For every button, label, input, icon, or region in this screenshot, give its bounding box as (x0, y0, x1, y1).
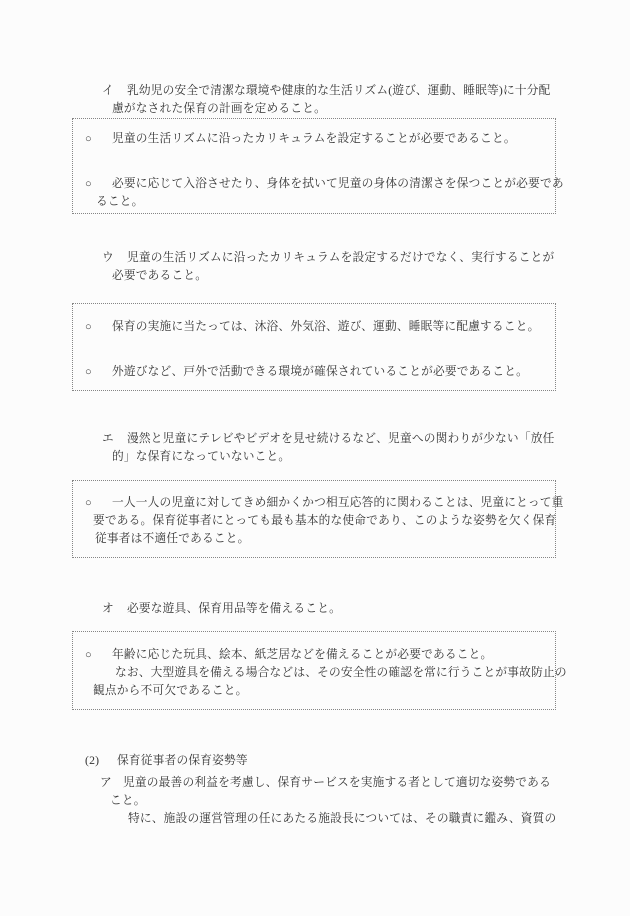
note-line: 年齢に応じた玩具、絵本、紙芝居などを備えることが必要であること。 (112, 648, 493, 661)
circle-bullet-icon: ○ (85, 133, 92, 145)
heading-e-line: 漫然と児童にテレビやビデオを見せ続けるなど、児童への関わりが少ない「放任 (127, 432, 555, 445)
heading-e-marker: エ (102, 432, 114, 445)
note-line: なお、大型遊具を備える場合などは、その安全性の確認を常に行うことが事故防止の (115, 666, 567, 679)
heading-i-line: 乳幼児の安全で清潔な環境や健康的な生活リズム(遊び、運動、睡眠等)に十分配 (127, 84, 551, 97)
heading-o-marker: オ (102, 602, 114, 615)
note-line: 児童の生活リズムに沿ったカリキュラムを設定することが必要であること。 (112, 132, 516, 145)
heading-i-line: 慮がなされた保育の計画を定めること。 (112, 102, 326, 115)
note-box-3 (72, 480, 564, 558)
note-line: 観点から不可欠であること。 (93, 684, 248, 697)
item-a-line: 特に、施設の運営管理の任にあたる施設長については、その職責に鑑み、資質の (128, 812, 557, 825)
note-line: 従事者は不適任であること。 (95, 532, 250, 545)
note-line: 要である。保育従事者にとっても最も基本的な使命であり、このような姿勢を欠く保育 (93, 514, 557, 527)
item-a-line: こと。 (110, 794, 146, 807)
circle-bullet-icon: ○ (85, 321, 92, 333)
note-box-1 (72, 118, 564, 214)
circle-bullet-icon: ○ (85, 178, 92, 190)
note-line: 外遊びなど、戸外で活動できる環境が確保されていることが必要であること。 (112, 365, 529, 378)
circle-bullet-icon: ○ (85, 497, 92, 509)
heading-u-line: 必要であること。 (112, 269, 208, 282)
section-2-title: 保育従事者の保育姿勢等 (117, 754, 248, 767)
heading-o-line: 必要な遊具、保育用品等を備えること。 (127, 602, 341, 615)
item-a-marker: ア (100, 776, 112, 789)
circle-bullet-icon: ○ (85, 649, 92, 661)
item-a-line: 児童の最善の利益を考慮し、保育サービスを実施する者として適切な姿勢である (123, 776, 551, 789)
note-box-4 (72, 631, 567, 710)
heading-i-marker: イ (102, 84, 114, 97)
heading-e-line: 的」な保育になっていないこと。 (112, 450, 291, 463)
note-line: 保育の実施に当たっては、沐浴、外気浴、遊び、運動、睡眠等に配慮すること。 (112, 320, 540, 333)
heading-u-line: 児童の生活リズムに沿ったカリキュラムを設定するだけでなく、実行することが (127, 251, 555, 264)
note-line: 必要に応じて入浴させたり、身体を拭いて児童の身体の清潔さを保つことが必要であ (112, 177, 564, 190)
note-line: ること。 (96, 195, 144, 208)
circle-bullet-icon: ○ (85, 366, 92, 378)
heading-u-marker: ウ (102, 251, 114, 264)
note-box-2 (72, 303, 556, 391)
section-2-number: (2) (85, 754, 100, 767)
note-line: 一人一人の児童に対してきめ細かくかつ相互応答的に関わることは、児童にとって重 (112, 496, 564, 509)
